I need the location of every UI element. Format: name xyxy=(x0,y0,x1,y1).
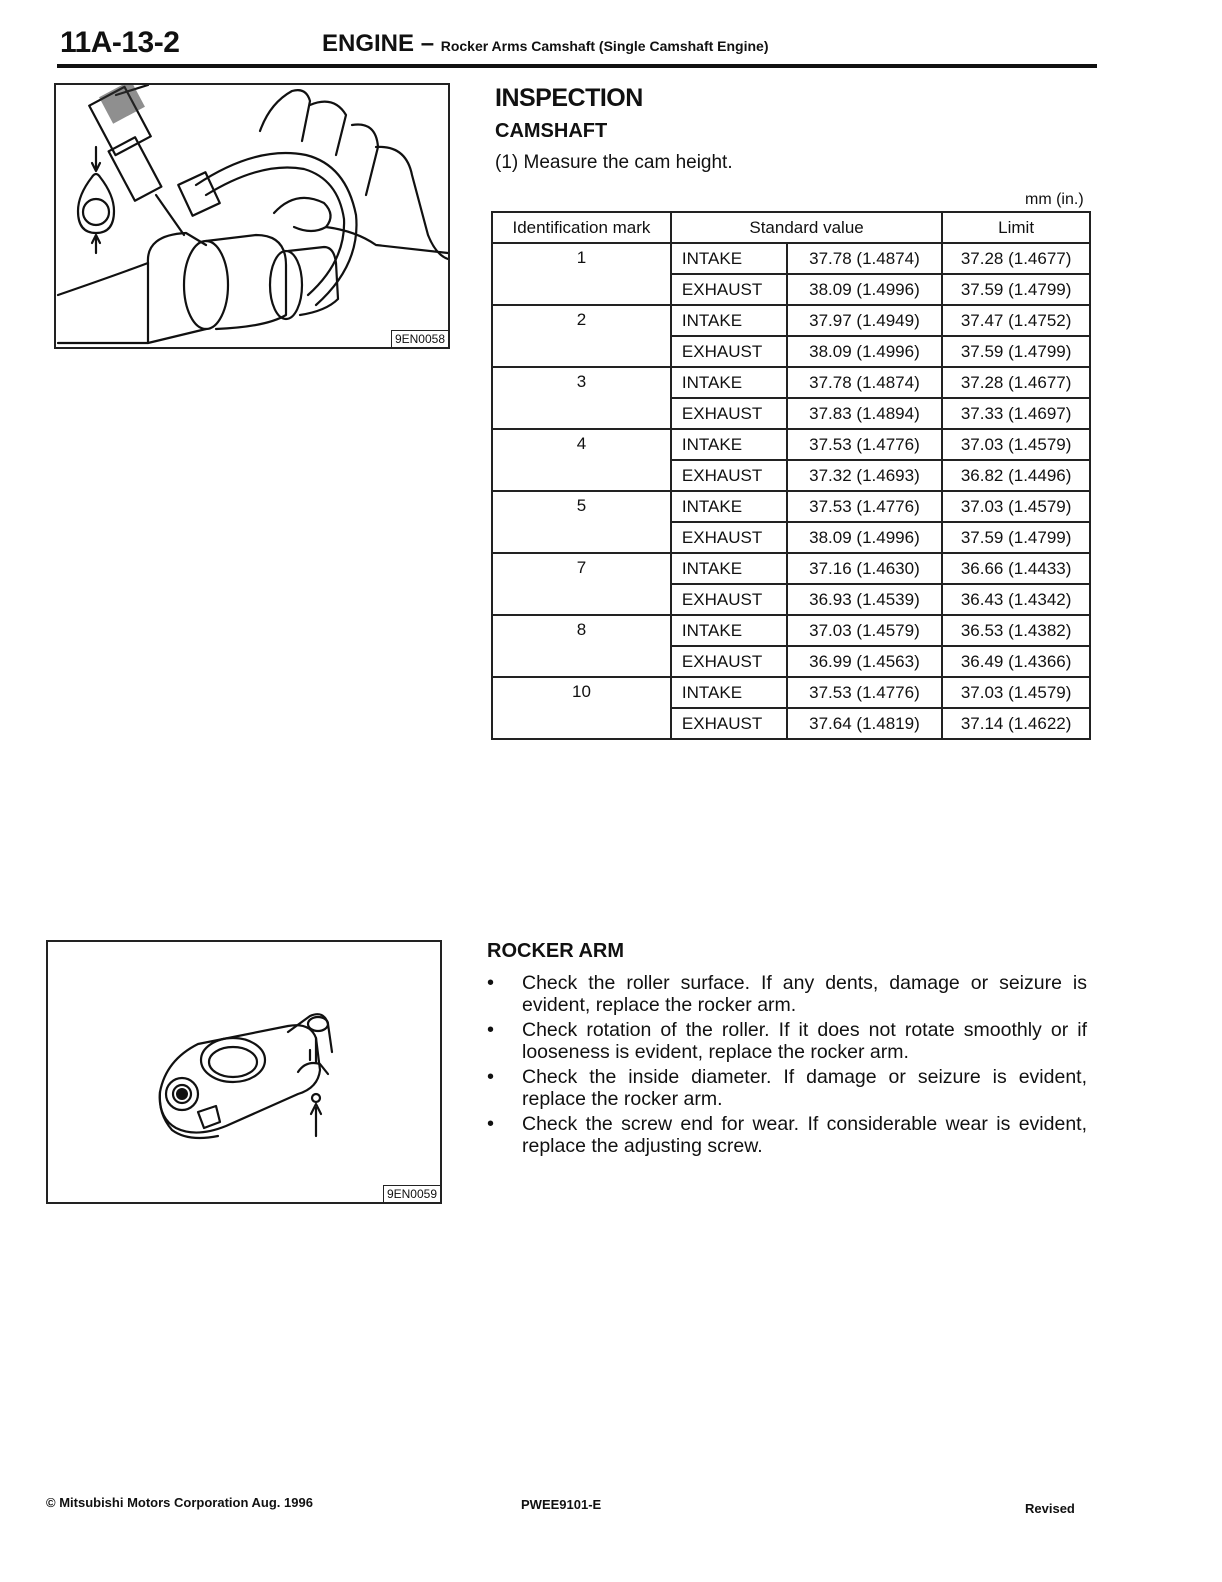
intake-standard-cell: 37.97 (1.4949) xyxy=(787,305,943,336)
rocker-arm-heading: ROCKER ARM xyxy=(487,940,625,962)
intake-limit-cell: 37.28 (1.4677) xyxy=(942,367,1090,398)
exhaust-standard-cell: 37.32 (1.4693) xyxy=(787,460,943,491)
list-item: • Check the roller surface. If any dents, damage or seizure is evident, replace the rocker arm. xyxy=(487,972,1087,1016)
header-rule xyxy=(57,64,1097,68)
intake-limit-cell: 37.47 (1.4752) xyxy=(942,305,1090,336)
table-header-row xyxy=(492,212,1090,243)
identification-mark-cell: 10 xyxy=(492,677,671,739)
table-row xyxy=(492,243,1090,274)
intake-label-cell: INTAKE xyxy=(671,553,787,584)
intake-standard-cell: 37.03 (1.4579) xyxy=(787,615,943,646)
intake-limit-cell: 37.03 (1.4579) xyxy=(942,491,1090,522)
exhaust-limit-cell: 37.59 (1.4799) xyxy=(942,336,1090,367)
identification-mark-cell: 1 xyxy=(492,243,671,305)
exhaust-label-cell: EXHAUST xyxy=(671,460,787,491)
exhaust-standard-cell: 36.93 (1.4539) xyxy=(787,584,943,615)
exhaust-limit-cell: 37.59 (1.4799) xyxy=(942,274,1090,305)
footer-status: Revised xyxy=(1025,1501,1075,1516)
exhaust-limit-cell: 36.43 (1.4342) xyxy=(942,584,1090,615)
exhaust-limit-cell: 37.14 (1.4622) xyxy=(942,708,1090,739)
intake-label-cell: INTAKE xyxy=(671,429,787,460)
intake-limit-cell: 37.03 (1.4579) xyxy=(942,429,1090,460)
table-row xyxy=(492,677,1090,708)
exhaust-label-cell: EXHAUST xyxy=(671,398,787,429)
exhaust-limit-cell: 37.33 (1.4697) xyxy=(942,398,1090,429)
identification-mark-cell: 5 xyxy=(492,491,671,553)
table-row xyxy=(492,553,1090,584)
intake-standard-cell: 37.53 (1.4776) xyxy=(787,491,943,522)
intake-label-cell: INTAKE xyxy=(671,243,787,274)
header-limit: Limit xyxy=(942,212,1090,243)
intake-limit-cell: 37.28 (1.4677) xyxy=(942,243,1090,274)
intake-standard-cell: 37.78 (1.4874) xyxy=(787,367,943,398)
header-section: ENGINE xyxy=(322,30,415,57)
measure-step: (1) Measure the cam height. xyxy=(495,152,733,173)
page-number: 11A-13-2 xyxy=(60,26,180,59)
footer-doc-code: PWEE9101-E xyxy=(521,1497,602,1512)
exhaust-standard-cell: 38.09 (1.4996) xyxy=(787,274,943,305)
list-item: • Check the inside diameter. If damage or seizure is evident, replace the rocker arm. xyxy=(487,1066,1087,1110)
identification-mark-cell: 2 xyxy=(492,305,671,367)
inspection-heading: INSPECTION xyxy=(495,84,643,112)
exhaust-label-cell: EXHAUST xyxy=(671,584,787,615)
table-row xyxy=(492,429,1090,460)
table-row xyxy=(492,615,1090,646)
intake-standard-cell: 37.53 (1.4776) xyxy=(787,677,943,708)
intake-label-cell: INTAKE xyxy=(671,305,787,336)
exhaust-label-cell: EXHAUST xyxy=(671,274,787,305)
exhaust-standard-cell: 37.64 (1.4819) xyxy=(787,708,943,739)
exhaust-label-cell: EXHAUST xyxy=(671,522,787,553)
table-row xyxy=(492,491,1090,522)
units-label: mm (in.) xyxy=(1025,191,1084,208)
exhaust-standard-cell: 38.09 (1.4996) xyxy=(787,522,943,553)
intake-label-cell: INTAKE xyxy=(671,615,787,646)
cam-height-table xyxy=(491,211,1091,740)
rocker-arm-illustration xyxy=(48,942,440,1202)
table-row xyxy=(492,367,1090,398)
identification-mark-cell: 3 xyxy=(492,367,671,429)
exhaust-standard-cell: 38.09 (1.4996) xyxy=(787,336,943,367)
header-standard-value: Standard value xyxy=(671,212,942,243)
header-dash: – xyxy=(420,30,435,57)
figure-code-9en0058: 9EN0058 xyxy=(391,330,448,347)
rocker-arm-figure xyxy=(46,940,442,1204)
header-title xyxy=(322,30,769,58)
rocker-arm-checklist xyxy=(487,972,1087,1160)
exhaust-limit-cell: 36.82 (1.4496) xyxy=(942,460,1090,491)
exhaust-label-cell: EXHAUST xyxy=(671,336,787,367)
intake-limit-cell: 36.66 (1.4433) xyxy=(942,553,1090,584)
intake-standard-cell: 37.78 (1.4874) xyxy=(787,243,943,274)
list-item: • Check the screw end for wear. If considerable wear is evident, replace the adjusting screw. xyxy=(487,1113,1087,1157)
header-identification-mark: Identification mark xyxy=(492,212,671,243)
exhaust-label-cell: EXHAUST xyxy=(671,708,787,739)
intake-standard-cell: 37.53 (1.4776) xyxy=(787,429,943,460)
exhaust-limit-cell: 36.49 (1.4366) xyxy=(942,646,1090,677)
camshaft-heading: CAMSHAFT xyxy=(495,120,608,142)
exhaust-standard-cell: 37.83 (1.4894) xyxy=(787,398,943,429)
intake-label-cell: INTAKE xyxy=(671,677,787,708)
footer-copyright: © Mitsubishi Motors Corporation Aug. 1996 xyxy=(46,1495,313,1510)
intake-standard-cell: 37.16 (1.4630) xyxy=(787,553,943,584)
identification-mark-cell: 4 xyxy=(492,429,671,491)
exhaust-limit-cell: 37.59 (1.4799) xyxy=(942,522,1090,553)
intake-label-cell: INTAKE xyxy=(671,367,787,398)
figure-code-9en0059: 9EN0059 xyxy=(383,1185,440,1202)
camshaft-measure-figure xyxy=(54,83,450,349)
intake-limit-cell: 37.03 (1.4579) xyxy=(942,677,1090,708)
camshaft-micrometer-illustration xyxy=(56,85,448,347)
exhaust-label-cell: EXHAUST xyxy=(671,646,787,677)
list-item: • Check rotation of the roller. If it does not rotate smoothly or if looseness is evident, replace the rocker arm. xyxy=(487,1019,1087,1063)
intake-limit-cell: 36.53 (1.4382) xyxy=(942,615,1090,646)
identification-mark-cell: 7 xyxy=(492,553,671,615)
table-body xyxy=(492,243,1090,739)
exhaust-standard-cell: 36.99 (1.4563) xyxy=(787,646,943,677)
header-subtitle: Rocker Arms Camshaft (Single Camshaft Engine) xyxy=(440,38,769,54)
identification-mark-cell: 8 xyxy=(492,615,671,677)
table-row xyxy=(492,305,1090,336)
intake-label-cell: INTAKE xyxy=(671,491,787,522)
